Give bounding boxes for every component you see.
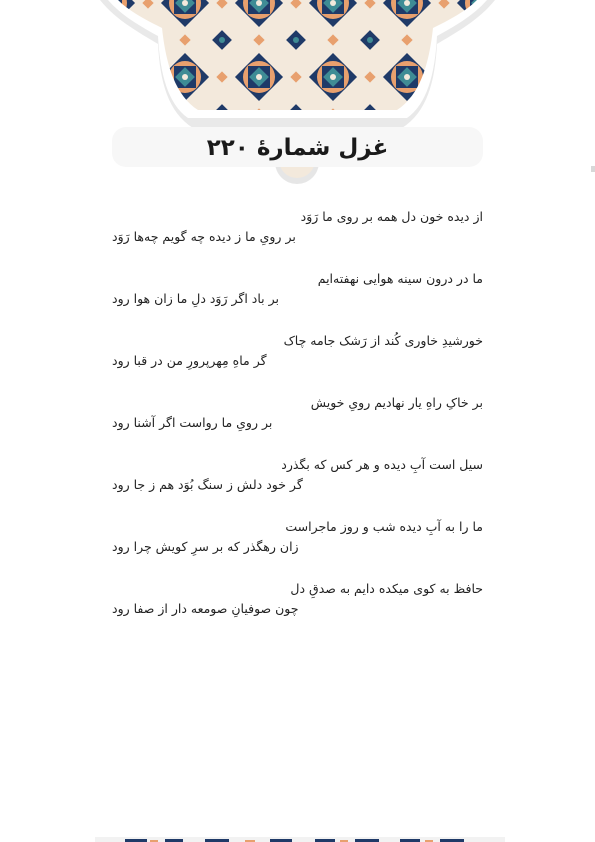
couplet	[112, 331, 483, 393]
poem-body	[112, 207, 483, 641]
second-hemistich: زان رهگذر که بر سرِ کویش چرا رود	[112, 539, 299, 554]
couplet	[112, 269, 483, 331]
couplet	[112, 579, 483, 641]
couplet	[112, 517, 483, 579]
first-hemistich: ما در درون سینه هوایی نهفته‌ایم	[317, 271, 483, 286]
couplet	[112, 207, 483, 269]
footer-tile-strip	[95, 837, 505, 842]
second-hemistich: بر باد اگر رَوَد دلِ ما زان هوا رود	[112, 291, 279, 306]
first-hemistich: از دیده خون دل همه بر روی ما رَوَد	[300, 209, 483, 224]
second-hemistich: گر خود دلش ز سنگ بُوَد هم ز جا رود	[112, 477, 303, 492]
first-hemistich: بر خاکِ راهِ یار نهادیم رویِ خویش	[310, 395, 483, 410]
edge-accent	[591, 166, 595, 172]
second-hemistich: بر رویِ ما رواست اگر آشنا رود	[112, 415, 273, 430]
second-hemistich: بر رویِ ما ز دیده چه گویم چه‌ها رَوَد	[112, 229, 296, 244]
first-hemistich: سیل است آبِ دیده و هر کس که بگذرد	[281, 457, 483, 472]
page-title: غزل شمارهٔ ۲۲۰	[206, 135, 389, 161]
tile-pattern-ornament	[0, 0, 595, 200]
second-hemistich: گر ماهِ مِهرپرورِ من در قبا رود	[112, 353, 267, 368]
first-hemistich: حافظ به کوی میکده دایم به صدقِ دل	[290, 581, 483, 596]
first-hemistich: خورشیدِ خاوری کُند از رَشک جامه چاک	[283, 333, 483, 348]
couplet	[112, 455, 483, 517]
second-hemistich: چون صوفیانِ صومعه دار از صفا رود	[112, 601, 299, 616]
couplet	[112, 393, 483, 455]
first-hemistich: ما را به آبِ دیده شب و روز ماجراست	[285, 519, 483, 534]
